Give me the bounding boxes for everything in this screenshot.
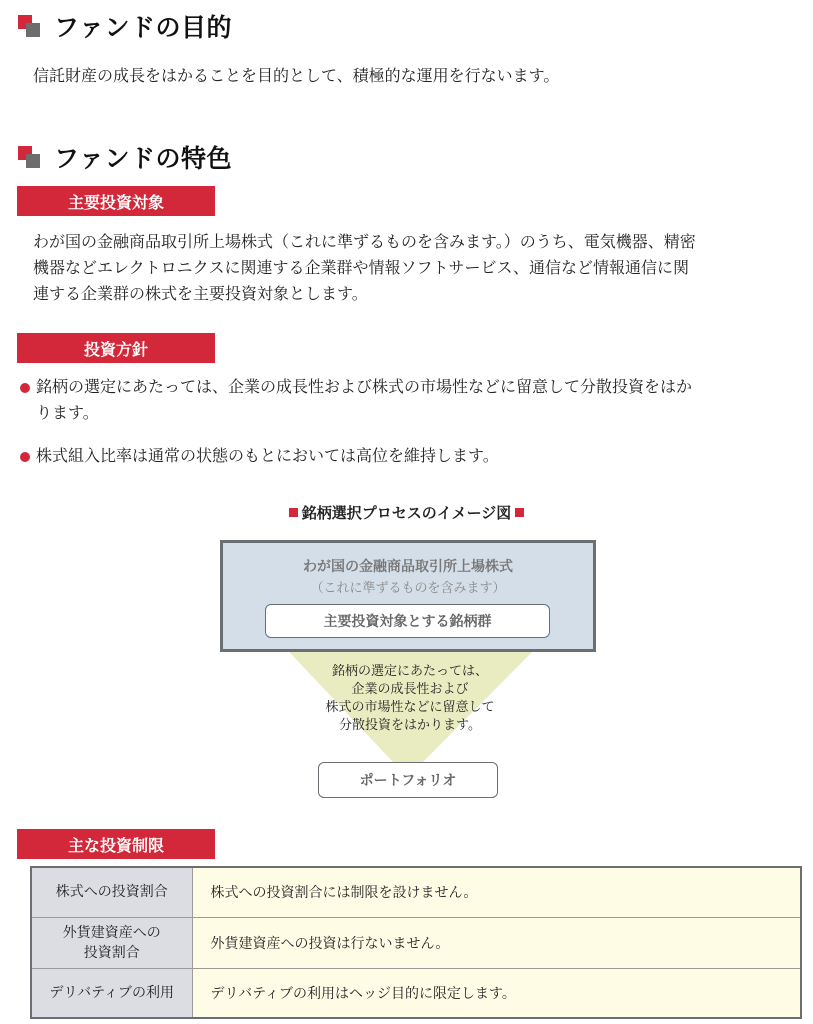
- table-row: [31, 917, 801, 968]
- target-label: 主要投資対象: [17, 186, 215, 216]
- limit-desc: 株式への投資割合には制限を設けません。: [192, 867, 801, 917]
- limits-table: [30, 866, 802, 1019]
- target-line: わが国の金融商品取引所上場株式（これに準ずるものを含みます。）のうち、電気機器、精密: [33, 232, 696, 251]
- limit-item-text: デリバティブの利用: [49, 984, 174, 1001]
- table-row: [31, 867, 801, 917]
- limit-item: [31, 867, 192, 917]
- funnel-line: 企業の成長性および: [351, 682, 469, 697]
- funnel-text: [290, 663, 530, 735]
- purpose-text: 信託財産の成長をはかることを目的として、積極的な運用を行ないます。: [33, 66, 560, 85]
- policy-bullet-line: ります。: [36, 403, 99, 422]
- policy-bullet-line: 株式組入比率は通常の状態のもとにおいては高位を維持します。: [36, 446, 499, 465]
- target-stocks-box: 主要投資対象とする銘柄群: [265, 604, 550, 638]
- portfolio-box: ポートフォリオ: [318, 762, 498, 798]
- funnel-line: 銘柄の選定にあたっては、: [331, 664, 488, 679]
- limits-label: 主な投資制限: [17, 829, 215, 859]
- limit-desc: 外貨建資産への投資は行ないません。: [192, 917, 801, 968]
- policy-label: 投資方針: [17, 333, 215, 363]
- table-row: [31, 968, 801, 1018]
- funnel-line: 株式の市場性などに留意して: [325, 700, 495, 715]
- target-line: 連する企業群の株式を主要投資対象とします。: [33, 284, 368, 303]
- limit-item-text: 投資割合: [83, 944, 140, 961]
- diagram-title-text: 銘柄選択プロセスのイメージ図: [301, 504, 512, 522]
- limit-item: [31, 917, 192, 968]
- limit-desc: デリバティブの利用はヘッジ目的に限定します。: [192, 968, 801, 1018]
- purpose-heading-text: ファンドの目的: [54, 13, 233, 42]
- listed-stocks-note: （これに準ずるものを含みます）: [310, 581, 506, 596]
- listed-stocks-label: わが国の金融商品取引所上場株式: [303, 559, 513, 575]
- target-line: 機器などエレクトロニクスに関連する企業群や情報ソフトサービス、通信など情報通信に関: [33, 258, 690, 277]
- limit-item: [31, 968, 192, 1018]
- features-heading-text: ファンドの特色: [54, 144, 233, 173]
- funnel-line: 分散投資をはかります。: [339, 718, 481, 733]
- limit-item-text: 株式への投資割合: [55, 884, 168, 901]
- policy-bullet-line: 銘柄の選定にあたっては、企業の成長性および株式の市場性などに留意して分散投資をはか: [36, 377, 693, 396]
- limit-item-text: 外貨建資産への: [62, 924, 161, 941]
